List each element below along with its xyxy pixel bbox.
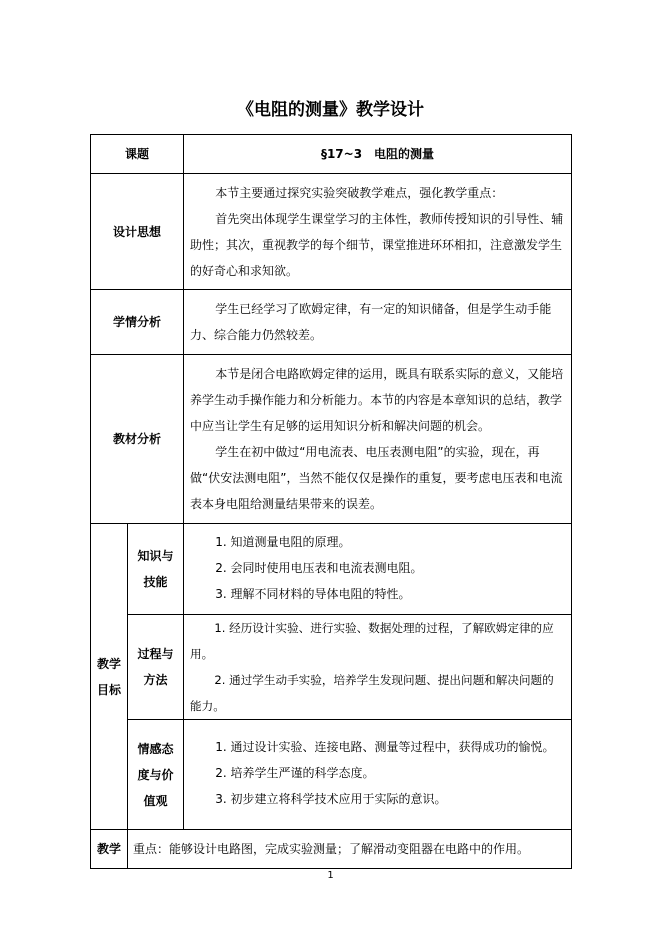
label-line: 情感态 <box>137 741 174 756</box>
label-line: 过程与 <box>137 647 174 661</box>
goal-process-label <box>128 615 184 720</box>
goal-knowledge-items <box>184 524 572 615</box>
design-row <box>91 174 572 290</box>
paragraph: 首先突出体现学生课堂学习的主体性，教师传授知识的引导性、辅助性；其次，重视教学的每个细节，课堂推进环环相扣，注意激发学生的好奇心和求知欲。 <box>190 211 564 278</box>
focus-value: 重点：能够设计电路图，完成实验测量；了解滑动变阻器在电路中的作用。 <box>128 830 572 869</box>
lesson-plan-table <box>90 134 572 869</box>
list-item: 2. 培养学生严谨的科学态度。 <box>215 766 375 780</box>
textbook-row <box>91 355 572 524</box>
design-content <box>184 174 572 290</box>
list-item: 3. 初步建立将科学技术应用于实际的意识。 <box>215 792 447 806</box>
focus-row <box>91 830 572 869</box>
focus-label: 教学 <box>91 830 128 869</box>
label-line: 度与价 <box>137 767 174 782</box>
label-line: 值观 <box>143 793 168 808</box>
paragraph: 本节是闭合电路欧姆定律的运用，既具有联系实际的意义，又能培养学生动手操作能力和分析能力。本节的内容是本章知识的总结，教学中应当让学生有足够的运用知识分析和解决问题的机会。 <box>190 367 564 433</box>
list-item: 1. 经历设计实验、进行实验、数据处理的过程，了解欧姆定律的应用。 <box>190 621 554 661</box>
goal-attitude-items <box>184 720 572 830</box>
design-label: 设计思想 <box>91 174 184 290</box>
students-label: 学情分析 <box>91 290 184 355</box>
goal-attitude-row <box>91 720 572 830</box>
paragraph: 学生在初中做过“用电流表、电压表测电阻”的实验，现在，再做“伏安法测电阻”，当然不能仅仅是操作的重复，要考虑电压表和电流表本身电阻给测量结果带来的误差。 <box>190 445 563 511</box>
list-item: 1. 知道测量电阻的原理。 <box>215 535 351 549</box>
list-item: 3. 理解不同材料的导体电阻的特性。 <box>215 587 411 601</box>
document-title: 《电阻的测量》教学设计 <box>237 100 424 120</box>
topic-value: §17~3 电阻的测量 <box>184 135 572 174</box>
students-row <box>91 290 572 355</box>
list-item: 2. 通过学生动手实验，培养学生发现问题、提出问题和解决问题的能力。 <box>190 673 554 713</box>
paragraph: 学生已经学习了欧姆定律，有一定的知识储备，但是学生动手能力、综合能力仍然较差。 <box>190 302 552 342</box>
goal-process-row <box>91 615 572 720</box>
topic-row <box>91 135 572 174</box>
goals-label-cell <box>91 524 128 830</box>
textbook-label: 教材分析 <box>91 355 184 524</box>
students-content <box>184 290 572 355</box>
goal-attitude-label <box>128 720 184 830</box>
textbook-content <box>184 355 572 524</box>
topic-label: 课题 <box>91 135 184 174</box>
label-line: 技能 <box>143 575 168 589</box>
paragraph: 本节主要通过探究实验突破教学难点，强化教学重点： <box>215 185 504 200</box>
label-line: 知识与 <box>137 549 174 563</box>
label-line: 方法 <box>143 673 168 687</box>
goal-knowledge-label <box>128 524 184 615</box>
list-item: 2. 会同时使用电压表和电流表测电阻。 <box>215 561 423 575</box>
goals-label: 教学目标 <box>96 656 121 697</box>
page-number: 1 <box>327 870 334 881</box>
goal-process-items <box>184 615 572 720</box>
goal-knowledge-row <box>91 524 572 615</box>
list-item: 1. 通过设计实验、连接电路、测量等过程中，获得成功的愉悦。 <box>215 740 555 754</box>
